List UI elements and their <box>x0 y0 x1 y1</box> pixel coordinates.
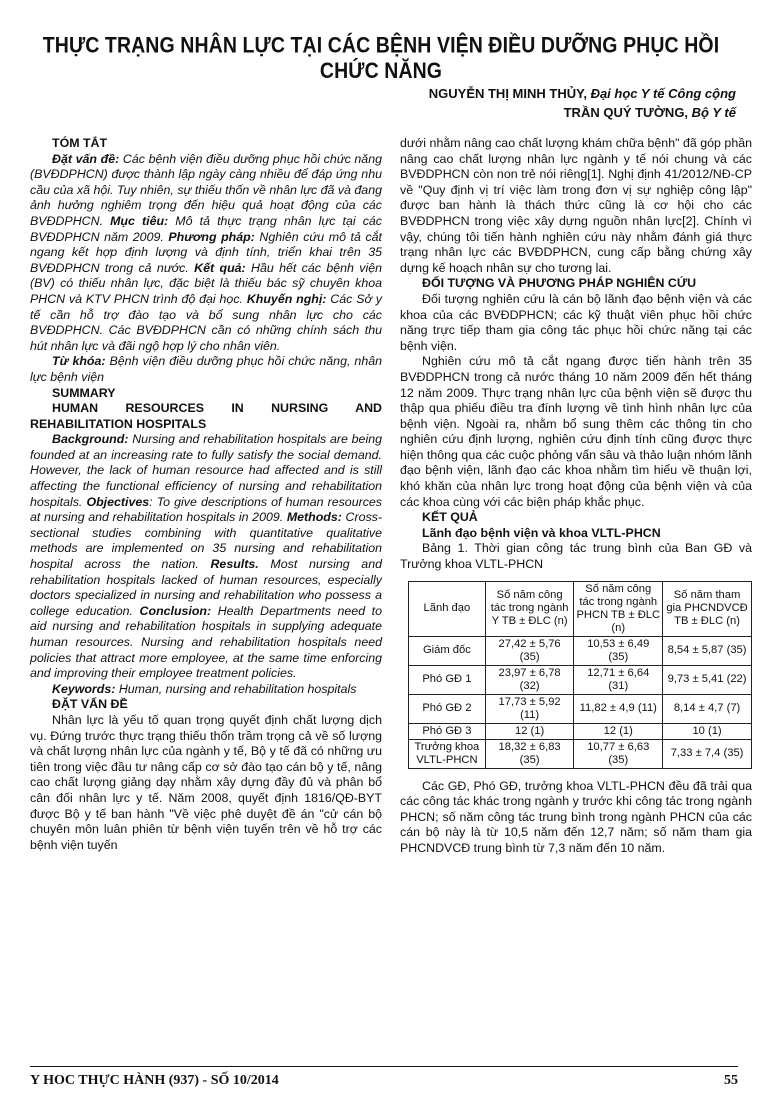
paper-title: THỰC TRẠNG NHÂN LỰC TẠI CÁC BỆNH VIỆN ĐIỀU DƯỠNG PHỤC HỒI CHỨC NĂNG <box>42 33 720 84</box>
table-header-row <box>409 581 752 636</box>
summary-keywords: Keywords: Human, nursing and rehabilitation hospitals <box>52 681 357 696</box>
table-caption: Bảng 1. Thời gian công tác trung bình của Ban GĐ và Trưởng khoa VLTL-PHCN <box>400 541 752 572</box>
table-cell: 11,82 ± 4,9 (11) <box>574 694 663 723</box>
table-header-cell: Số năm tham gia PHCNDVCĐ TB ± ĐLC (n) <box>663 581 752 636</box>
abstract-vi-keywords: Từ khóa: Bệnh viện điều dưỡng phục hồi chức năng, nhân lực bệnh viện <box>30 354 382 384</box>
intro-paragraph-cont: dưới nhằm nâng cao chất lượng khám chữa bệnh" đã góp phần nâng cao chất lượng nhân lực ngành y tế nói chung và các BVĐDPHCN còn non trẻ nói riêng[1]. Nghị định 41/2012/NĐ-CP về "Quy định vị trí việc làm trong đơn vị sự nghiệp công lập" được ban hành là thách thức cũng là cơ hội cho các BVĐDPHCN trong việc xây dựng nguồn nhân lực[2]. Chính vì vậy, chúng tôi tiến hành nghiên cứu này nhằm đánh giá thực trạng nhân lực các BVĐDPHCN, cung cấp bằng chứng xây dựng kế hoạch nhân sự cho tương lai. <box>400 136 752 275</box>
table-cell: 10,77 ± 6,63 (35) <box>574 739 663 768</box>
author-block <box>429 84 736 122</box>
summary-heading: SUMMARY <box>52 385 116 400</box>
journal-name: Y HOC THỰC HÀNH (937) - SỐ 10/2014 <box>30 1073 279 1088</box>
table-cell: 8,14 ± 4,7 (7) <box>663 694 752 723</box>
table-cell: Phó GĐ 2 <box>409 694 486 723</box>
intro-heading: ĐẶT VẤN ĐỀ <box>52 697 128 712</box>
table-cell: 12 (1) <box>485 723 574 739</box>
results-paragraph: Các GĐ, Phó GĐ, trưởng khoa VLTL-PHCN đều đã trải qua các công tác khác trong ngành y trước khi công tác trong ngành PHCN; số năm công tác trung bình trong ngành PHCN của các cán bộ này là từ 10,5 năm đến 12,7 năm; số năm tham gia PHCNDVCĐ trung bình từ 7,3 năm đến 10 năm. <box>400 778 752 855</box>
table-cell: Phó GĐ 3 <box>409 723 486 739</box>
table-cell: 17,73 ± 5,92 (11) <box>485 694 574 723</box>
table-cell: 7,33 ± 7,4 (35) <box>663 739 752 768</box>
results-heading: KẾT QUẢ <box>422 510 478 525</box>
table-leadership-tenure <box>408 581 752 769</box>
table-cell: Giám đốc <box>409 636 486 665</box>
table-row <box>409 665 752 694</box>
summary-title: HUMAN RESOURCES IN NURSING AND REHABILITATION HOSPITALS <box>30 401 382 431</box>
right-column <box>400 136 752 857</box>
table-cell: 10,53 ± 6,49 (35) <box>574 636 663 665</box>
table-cell: 10 (1) <box>663 723 752 739</box>
page-number: 55 <box>724 1073 738 1088</box>
abstract-vi-heading: TÓM TẮT <box>52 136 108 150</box>
table-cell: Phó GĐ 1 <box>409 665 486 694</box>
table-header-cell: Số năm công tác trong ngành PHCN TB ± ĐLC (n) <box>574 581 663 636</box>
table-header-cell: Lãnh đạo <box>409 581 486 636</box>
table-cell: 23,97 ± 6,78 (32) <box>485 665 574 694</box>
table-row <box>409 723 752 739</box>
table-row <box>409 636 752 665</box>
table-cell: 27,42 ± 5,76 (35) <box>485 636 574 665</box>
intro-paragraph: Nhân lực là yếu tố quan trọng quyết định chất lượng dịch vụ. Đứng trước thực trạng thiếu thốn trầm trọng cả về số lượng và chất lượng nhân lực của ngành y tế, Bộ y tế đã có những ưu tiên trong việc đầu tư nâng cấp cơ sở đào tạo cán bộ y tế, nâng cao chất lượng giảng dạy nhằm xây dựng đầy đủ và phân bổ cân đối nhân lực y tế. Năm 2008, quyết định 1816/QĐ-BYT được Bộ y tế ban hành "Về việc phê duyệt đề án "cử cán bộ chuyên môn luân phiên từ bệnh viện tuyến trên về hỗ trợ các bệnh viện tuyến <box>30 712 382 852</box>
page-footer <box>30 1066 738 1089</box>
methods-paragraph-2: Nghiên cứu mô tả cắt ngang được tiến hành trên 35 BVĐDPHCN trong cả nước tháng 10 năm 2009 đến hết tháng 12 năm 2009. Thực trạng nhân lực của bệnh viện sẽ được thu thập qua phiếu điều tra đính lượng về tình hình nhân lực của bệnh viện. Ngoài ra, nhằm bổ sung thêm các thông tin cho nghiên cứu định lượng, nghiên cứu định tính cũng được thực hiện thông qua các cuộc phỏng vấn sâu và thảo luận nhóm lãnh đạo bệnh viện, lãnh đạo các khoa nhằm tìm hiểu về thuận lợi, khó khăn của nhân lực trong hoạt động của bệnh viện và của các khoa cùng với các biện pháp khắc phục. <box>400 354 752 509</box>
author-2: TRẦN QUÝ TƯỜNG, Bộ Y tế <box>563 105 736 120</box>
table-cell: 12 (1) <box>574 723 663 739</box>
summary-text: Background: Nursing and rehabilitation hospitals are being founded at an increasing rate to fully satisfy the social demand. However, the lack of human resource had affected and is still affecting the functional efficiency of nursing and rehabilitation hospitals. Objectives: To give descriptions of human resources at nursing and rehabilitation hospitals in 2009. Methods: Cross-sectional studies combining with quantitative qualitative methods are implemented on 35 nursing and rehabilitation hospital across the nation. Results. Most nursing and rehabilitation hospitals lacked of human resources, especially doctors specialized in nursing and rehabilitation who possess a college education. Conclusion: Health Departments need to aid nursing and rehabilitation hospitals in supplying adequate human resources. Nursing and rehabilitation hospitals need policies that attract more employee, at the same time enforcing and improving their employee treatment policies. <box>30 432 382 681</box>
results-subheading: Lãnh đạo bệnh viện và khoa VLTL-PHCN <box>422 525 661 540</box>
left-column <box>30 136 382 853</box>
methods-paragraph-1: Đối tượng nghiên cứu là cán bộ lãnh đạo bệnh viện và các khoa của các BVĐDPHCN; các kỹ thuật viên phục hồi chức năng trực tiếp tham gia công tác phục hồi chức năng tại các bệnh viện. <box>400 291 752 353</box>
table-row <box>409 739 752 768</box>
author-1: NGUYỄN THỊ MINH THỦY, Đại học Y tế Công cộng <box>428 86 736 101</box>
table-cell: 12,71 ± 6,64 (31) <box>574 665 663 694</box>
table-row <box>409 694 752 723</box>
abstract-vi-text: Đặt vấn đề: Các bệnh viện điều dưỡng phục hồi chức năng (BVĐDPHCN) được thành lập ngày càng nhiều để đáp ứng nhu cầu của xã hội. Tuy nhiên, sự thiếu thốn về nhân lực đã và đang ảnh hưởng nghiêm trọng đến hiệu quả hoạt động của các BVĐDPHCN. Mục tiêu: Mô tả thực trạng nhân lực tại các BVĐDPHCN năm 2009. Phương pháp: Nghiên cứu mô tả cắt ngang kết hợp định lượng và định tính, triển khai trên 35 BVĐDPHCN trong cả nước. Kết quả: Hầu hết các bệnh viện (BV) có thiếu nhân lực, đặc biệt là thiếu bác sỹ chuyên khoa PHCN và KTV PHCN trình độ đại học. Khuyến nghị: Các Sở y tế cần hỗ trợ đào tạo và bổ sung nhân lực cho các BVĐDPHCN. Các BVĐDPHCN cần có những chính sách thu hút nhân lực và đãi ngộ hợp lý cho nhân viên. <box>30 151 383 353</box>
table-cell: 18,32 ± 6,83 (35) <box>485 739 574 768</box>
methods-heading: ĐỐI TƯỢNG VÀ PHƯƠNG PHÁP NGHIÊN CỨU <box>422 276 697 291</box>
table-cell: 8,54 ± 5,87 (35) <box>663 636 752 665</box>
table-header-cell: Số năm công tác trong ngành Y TB ± ĐLC (n) <box>485 581 574 636</box>
table-cell: 9,73 ± 5,41 (22) <box>663 665 752 694</box>
table-cell: Trưởng khoa VLTL-PHCN <box>409 739 486 768</box>
